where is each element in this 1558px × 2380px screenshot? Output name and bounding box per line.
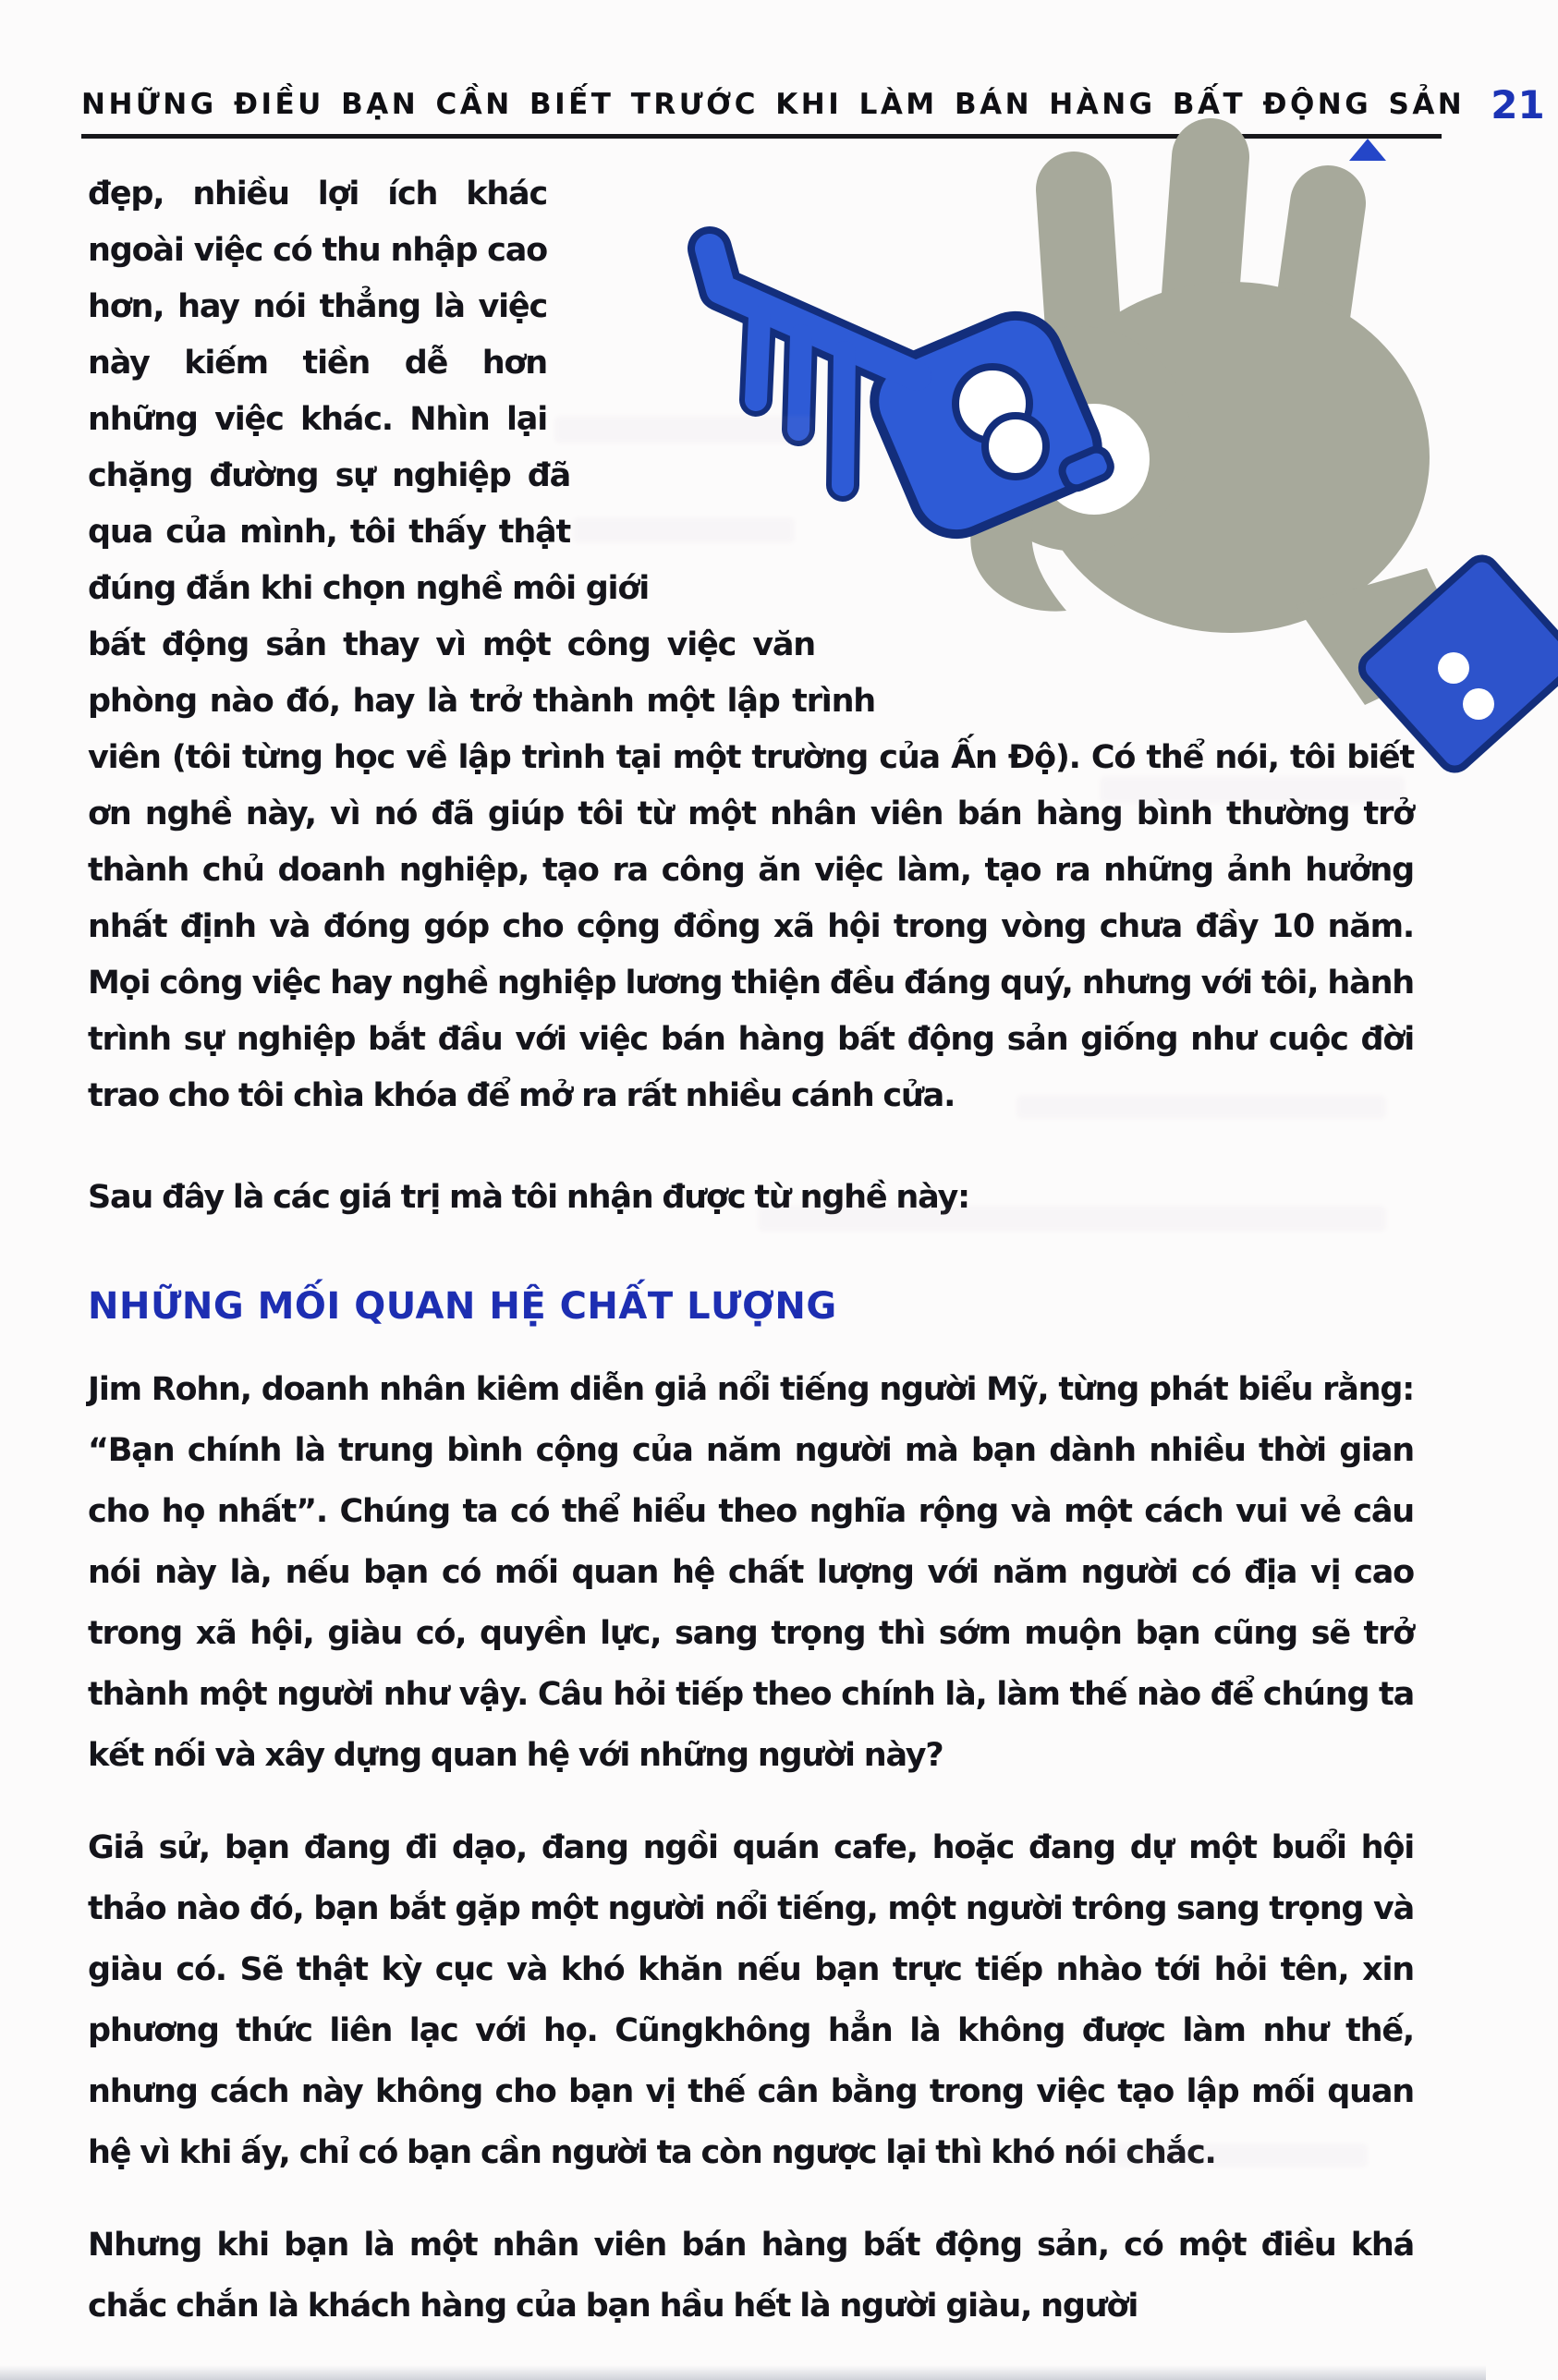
sleeve-dot <box>1438 652 1469 684</box>
paragraph-intro <box>88 166 1414 1124</box>
running-head-title: NHỮNG ĐIỀU BẠN CẦN BIẾT TRƯỚC KHI LÀM BÁN HÀNG BẤT ĐỘNG SẢN <box>81 88 1466 121</box>
bleed-through-artifact <box>554 416 813 443</box>
paragraph-nhung-khi: Nhưng khi bạn là một nhân viên bán hàng bất động sản, có một điều khá chắc chắn là khách hàng của bạn hầu hết là người giàu, người <box>88 2227 1414 2325</box>
page-header <box>81 0 1545 139</box>
sleeve-dot <box>1463 688 1494 720</box>
bleed-through-artifact <box>1016 1095 1386 1119</box>
page-number: 21 <box>1491 81 1545 128</box>
bleed-through-artifact <box>573 517 795 543</box>
bleed-through-artifact <box>1100 776 1405 804</box>
key-bow-hole <box>985 416 1046 477</box>
key-tooth <box>756 317 760 400</box>
running-head <box>81 81 1545 128</box>
section-heading: NHỮNG MỐI QUAN HỆ CHẤT LƯỢNG <box>88 1285 837 1328</box>
bleed-through-artifact <box>758 1206 1386 1232</box>
ok-hand-key-svg <box>482 152 1486 781</box>
bleed-through-artifact <box>1090 2143 1368 2168</box>
page-edge-shadow <box>0 2365 1486 2380</box>
paragraph-intro-text: đẹp, nhiều lợi ích khác ngoài việc có thu nhập cao hơn, hay nói thẳng là việc này kiếm tiền dễ hơn những việc khác. Nhìn lại chặng đường sự nghiệp đã qua của mình, tôi thấy thật đúng đắn khi chọn nghề môi giới bất động sản thay vì một công việc văn phòng nào đó, hay là trở thành một lập trình viên (tôi từng học về lập trình tại một trường của Ấn Độ). Có thể nói, tôi biết ơn nghề này, vì nó đã giúp tôi từ một nhân viên bán hàng bình thường trở thành chủ doanh nghiệp, tạo ra công ăn việc làm, tạo ra những ảnh hưởng nhất định và đóng góp cho cộng đồng xã hội trong vòng chưa đầy 10 năm. Mọi công việc hay nghề nghiệp lương thiện đều đáng quý, nhưng với tôi, hành trình sự nghiệp bắt đầu với việc bán hàng bất động sản giống như cuộc đời trao cho tôi chìa khóa để mở ra rất nhiều cánh cửa. <box>88 176 1414 1114</box>
paragraph-transition: Sau đây là các giá trị mà tôi nhận được từ nghề này: <box>88 1179 969 1216</box>
paragraph-jim-rohn: Jim Rohn, doanh nhân kiêm diễn giả nổi tiếng người Mỹ, từng phát biểu rằng: “Bạn chính là trung bình cộng của năm người mà bạn dành nhiều thời gian cho họ nhất”. Chúng ta có thể hiểu theo nghĩa rộng và một cách vui vẻ câu nói này là, nếu bạn có mối quan hệ chất lượng với năm người có địa vị cao trong xã hội, giàu có, quyền lực, sang trọng thì sớm muộn bạn cũng sẽ trở thành một người như vậy. Câu hỏi tiếp theo chính là, làm thế nào để chúng ta kết nối và xây dựng quan hệ với những người này? <box>88 1371 1414 1774</box>
page-content <box>0 166 1486 2337</box>
paragraph-gia-su: Giả sử, bạn đang đi dạo, đang ngồi quán cafe, hoặc đang dự một buổi hội thảo nào đó, bạn bắt gặp một người nổi tiếng, một người trông sang trọng và giàu có. Sẽ thật kỳ cục và khó khăn nếu bạn trực tiếp nhào tới hỏi tên, xin phương thức liên lạc với họ. Cũngkhông hẳn là không được làm như thế, nhưng cách này không cho bạn vị thế cân bằng trong việc tạo lập mối quan hệ vì khi ấy, chỉ có bạn cần người ta còn ngược lại thì khó nói chắc. <box>88 1829 1414 2171</box>
key-tooth <box>843 352 845 485</box>
